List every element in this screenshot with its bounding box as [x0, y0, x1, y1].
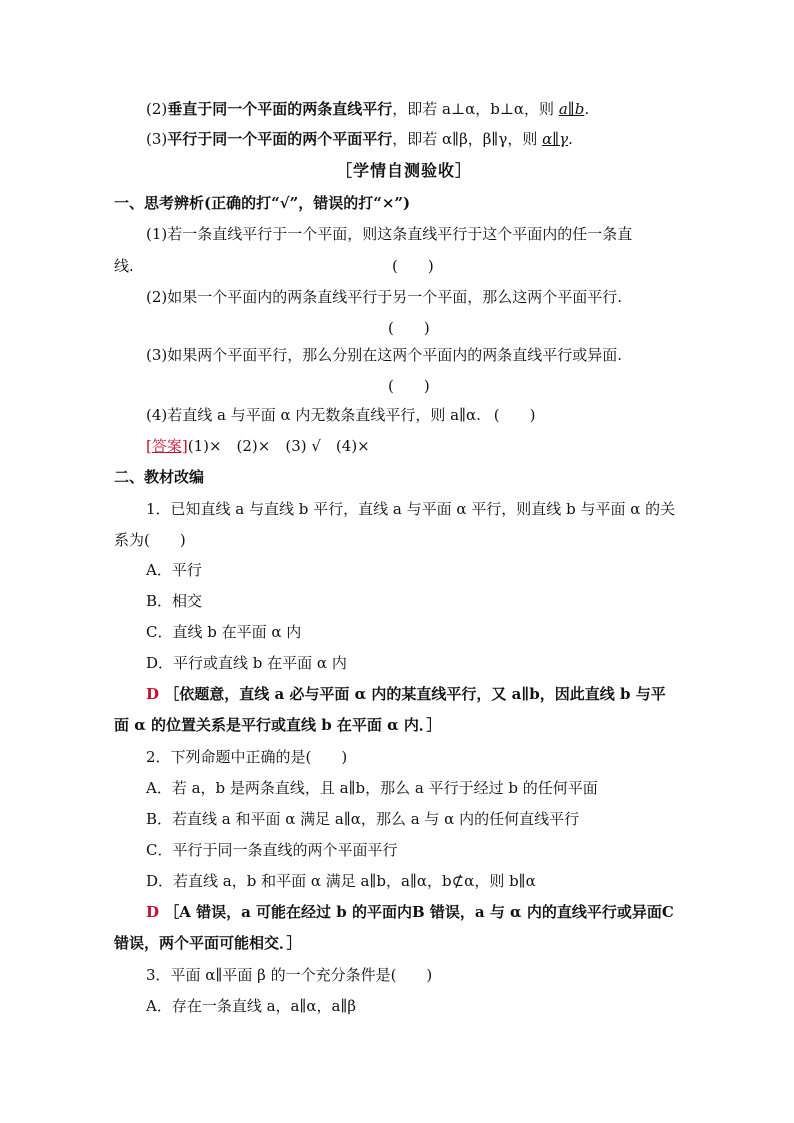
q3-line1: (3)如果两个平面平行，那么分别在这两个平面内的两条直线平行或异面. — [146, 346, 623, 364]
answer-text: (1)× (2)× (3) √ (4)× — [187, 437, 370, 455]
p2-option-c: C．平行于同一条直线的两个平面平行 — [146, 841, 398, 859]
theorem-2-conclusion: a∥b — [558, 100, 585, 118]
p1-option-d: D．平行或直线 b 在平面 α 内 — [146, 654, 347, 672]
p2-answer-letter: D — [146, 903, 160, 921]
theorem-2-condition: ，即若 a⊥α，b⊥α，则 — [392, 100, 559, 118]
p3-option-a: A．存在一条直线 a，a∥α，a∥β — [146, 997, 357, 1015]
theorem-3-end: . — [568, 130, 573, 148]
p2-answer-line1 — [146, 897, 694, 927]
q1-text-end: 线. — [114, 257, 134, 275]
p1-option-c: C．直线 b 在平面 α 内 — [146, 623, 302, 641]
q2-line1: (2)如果一个平面内的两条直线平行于另一个平面，那么这两个平面平行. — [146, 288, 623, 306]
q4-answer-blank: ( ) — [493, 406, 536, 424]
theorem-3 — [146, 124, 694, 154]
p2-answer-explain: ［A 错误，a 可能在经过 b 的平面内B 错误，a 与 α 内的直线平行或异面C — [164, 903, 674, 921]
theorem-3-conclusion: α∥γ — [542, 130, 569, 148]
part1-heading: 一、思考辨析(正确的打“√”，错误的打“×”) — [114, 194, 411, 212]
theorem-3-statement: 平行于同一个平面的两个平面平行 — [167, 130, 393, 148]
answer-tag: [答案] — [146, 437, 188, 455]
p1-answer-line1 — [146, 679, 694, 709]
q4-line — [146, 400, 694, 430]
q3-line2 — [114, 371, 694, 401]
p2-option-b: B．若直线 a 和平面 α 满足 a∥α，那么 a 与 α 内的任何直线平行 — [146, 810, 580, 828]
theorem-2-end: . — [584, 100, 590, 118]
p1-option-b: B．相交 — [146, 592, 203, 610]
q1-line1: (1)若一条直线平行于一个平面，则这条直线平行于这个平面内的任一条直 — [146, 225, 633, 243]
p1-answer-explain: ［依题意，直线 a 必与平面 α 内的某直线平行，又 a∥b，因此直线 b 与平 — [164, 685, 666, 703]
theorem-2-number: (2) — [146, 100, 168, 118]
p2-line1: 2．下列命题中正确的是( ) — [146, 748, 348, 766]
q2-line2 — [114, 313, 694, 343]
p1-line1: 1．已知直线 a 与直线 b 平行，直线 a 与平面 α 平行，则直线 b 与平面 α 的关 — [146, 500, 676, 518]
p1-line2: 系为( ) — [114, 531, 186, 549]
p1-answer-line2: 面 α 的位置关系是平行或直线 b 在平面 α 内．］ — [114, 716, 442, 734]
q2-answer-blank: ( ) — [388, 319, 430, 337]
theorem-3-condition: ，即若 α∥β，β∥γ，则 — [392, 130, 543, 148]
p3-line1: 3．平面 α∥平面 β 的一个充分条件是( ) — [146, 966, 433, 984]
theorem-2-statement: 垂直于同一个平面的两条直线平行 — [167, 100, 393, 118]
p1-option-a: A．平行 — [146, 561, 202, 579]
p2-option-a: A．若 a，b 是两条直线，且 a∥b，那么 a 平行于经过 b 的任何平面 — [146, 779, 598, 797]
theorem-2 — [146, 94, 694, 124]
q1-line2 — [114, 251, 694, 281]
p2-option-d: D．若直线 a，b 和平面 α 满足 a∥b，a∥α，b⊄α，则 b∥α — [146, 872, 536, 890]
q3-answer-blank: ( ) — [388, 377, 430, 395]
part1-answer — [146, 431, 694, 461]
p1-answer-letter: D — [146, 685, 160, 703]
part2-heading: 二、教材改编 — [114, 468, 205, 486]
p2-answer-line2: 错误，两个平面可能相交．］ — [114, 934, 302, 952]
theorem-3-number: (3) — [146, 130, 168, 148]
q4-text: (4)若直线 a 与平面 α 内无数条直线平行，则 a∥α. — [146, 406, 481, 424]
q1-answer-blank: ( ) — [392, 257, 434, 275]
section-title: ［学情自测验收］ — [335, 161, 472, 180]
